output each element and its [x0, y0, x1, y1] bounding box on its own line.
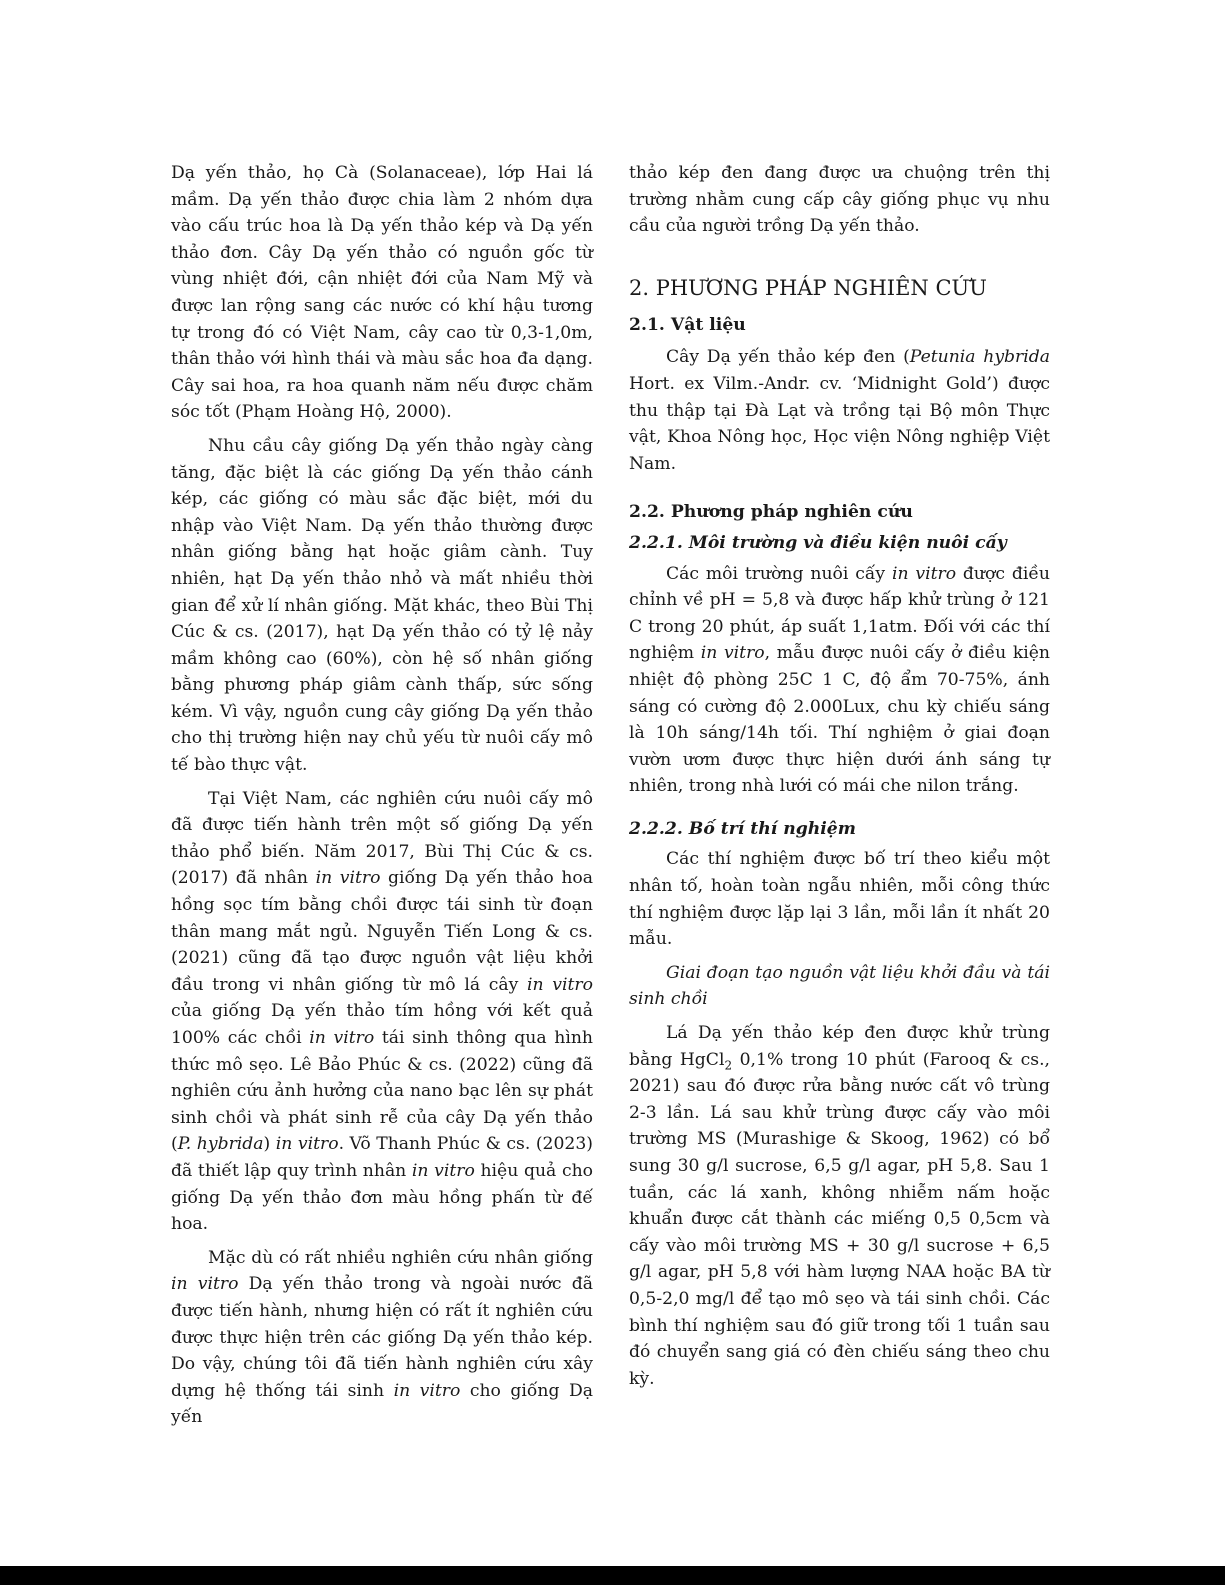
- italic-text: in vitro: [309, 1028, 375, 1048]
- text-run: Mặc dù có rất nhiều nghiên cứu nhân giống: [208, 1247, 593, 1268]
- text-run: Các môi trường nuôi cấy: [666, 563, 892, 584]
- intro-paragraph-3: [171, 786, 593, 1238]
- text-run: Dạ yến thảo, họ Cà (Solanaceae), lớp Hai lá mầm. Dạ yến thảo được chia làm 2 nhóm dựa vào cấu trúc hoa là Dạ yến thảo kép và Dạ yến thảo đơn. Cây Dạ yến thảo có nguồn gốc từ vùng nhiệt đới, cận nhiệt đới của Nam Mỹ và được lan rộng sang các nước có khí hậu tương tự trong đó có Việt Nam, cây cao từ 0,3-1,0m, thân thảo với hình thái và màu sắc hoa đa dạng. Cây sai hoa, ra hoa quanh năm nếu được chăm sóc tốt (Phạm Hoàng Hộ, 2000).: [171, 163, 593, 423]
- culture-conditions-paragraph: [629, 561, 1050, 800]
- italic-text: in vitro: [891, 563, 957, 584]
- intro-paragraph-4: [171, 1245, 593, 1431]
- section-heading-methods: 2. PHƯƠNG PHÁP NGHIÊN CỨU: [629, 275, 987, 300]
- subscript-text: 2: [724, 1058, 733, 1073]
- italic-text: in vitro: [393, 1380, 461, 1401]
- text-run: Lá Dạ yến thảo kép đen được khử trùng bằng HgCl: [629, 1023, 1050, 1070]
- italic-text: in vitro: [527, 974, 593, 995]
- italic-text: in vitro: [275, 1134, 339, 1155]
- stage-heading: Giai đoạn tạo nguồn vật liệu khởi đầu và tái sinh chồi: [629, 962, 1050, 1010]
- text-run: Cây Dạ yến thảo kép đen (: [666, 347, 910, 368]
- right-column: [629, 160, 1050, 1392]
- text-run: , mẫu được nuôi cấy ở điều kiện nhiệt độ phòng 25C 1 C, độ ẩm 70-75%, ánh sáng có cường độ 2.000Lux, chu kỳ chiếu sáng là 10h sáng/14h tối. Thí nghiệm ở giai đoạn vườn ươm được thực hiện dưới ánh sáng tự nhiên, trong nhà lưới có mái che nilon trắng.: [629, 643, 1050, 797]
- heading-research-methods: 2.2. Phương pháp nghiên cứu: [629, 502, 913, 523]
- text-run: . Võ Thanh Phúc & cs. (2023) đã thiết lập quy trình nhân: [171, 1134, 593, 1181]
- heading-experiment-design: 2.2.2. Bố trí thí nghiệm: [629, 818, 856, 839]
- text-run: tái sinh thông qua hình thức mô sẹo. Lê Bảo Phúc & cs. (2022) cũng đã nghiên cứu ảnh hưởng của nano bạc lên sự phát sinh chồi và phát sinh rễ của cây Dạ yến thảo (: [171, 1028, 593, 1155]
- text-run: giống Dạ yến thảo hoa hồng sọc tím bằng chồi được tái sinh từ đoạn thân mang mắt ngủ. Nguyễn Tiến Long & cs. (2021) cũng đã tạo được nguồn vật liệu khởi đầu trong vi nhân giống từ mô lá cây: [171, 868, 593, 995]
- heading-culture-conditions: 2.2.1. Môi trường và điều kiện nuôi cấy: [629, 532, 1007, 553]
- text-run: hiệu quả cho giống Dạ yến thảo đơn màu hồng phấn từ đế hoa.: [171, 1160, 593, 1235]
- text-run: Nhu cầu cây giống Dạ yến thảo ngày càng tăng, đặc biệt là các giống Dạ yến thảo cánh kép, các giống có màu sắc đặc biệt, mới du nhập vào Việt Nam. Dạ yến thảo thường được nhân giống bằng hạt hoặc giâm cành. Tuy nhiên, hạt Dạ yến thảo nhỏ và mất nhiều thời gian để xử lí nhân giống. Mặt khác, theo Bùi Thị Cúc & cs. (2017), hạt Dạ yến thảo có tỷ lệ nảy mầm không cao (60%), còn hệ số nhân giống bằng phương pháp giâm cành thấp, sức sống kém. Vì vậy, nguồn cung cây giống Dạ yến thảo cho thị trường hiện nay chủ yếu từ nuôi cấy mô tế bào thực vật.: [171, 435, 593, 776]
- page-bottom-bar: [0, 1566, 1225, 1585]
- text-run: Hort. ex Vilm.-Andr. cv. ‘Midnight Gold’) được thu thập tại Đà Lạt và trồng tại Bộ môn Thực vật, Khoa Nông học, Học viện Nông nghiệp Việt Nam.: [629, 373, 1050, 474]
- text-run: Tại Việt Nam, các nghiên cứu nuôi cấy mô đã được tiến hành trên một số giống Dạ yến thảo phổ biến. Năm 2017, Bùi Thị Cúc & cs. (2017) đã nhân: [171, 788, 593, 889]
- italic-text: in vitro: [411, 1160, 475, 1181]
- intro-continuation: thảo kép đen đang được ưa chuộng trên thị trường nhằm cung cấp cây giống phục vụ nhu cầu của người trồng Dạ yến thảo.: [629, 163, 1050, 237]
- heading-materials: 2.1. Vật liệu: [629, 314, 746, 335]
- experiment-design-paragraph: Các thí nghiệm được bố trí theo kiểu một nhân tố, hoàn toàn ngẫu nhiên, mỗi công thức thí nghiệm được lặp lại 3 lần, mỗi lần ít nhất 20 mẫu.: [629, 849, 1050, 950]
- italic-text: in vitro: [171, 1274, 239, 1295]
- stage-paragraph: [629, 1020, 1050, 1392]
- text-run: Dạ yến thảo trong và ngoài nước đã được tiến hành, nhưng hiện có rất ít nghiên cứu được thực hiện trên các giống Dạ yến thảo kép. Do vậy, chúng tôi đã tiến hành nghiên cứu xây dựng hệ thống tái sinh: [171, 1274, 593, 1401]
- left-column: [171, 160, 593, 1431]
- text-run: ): [263, 1134, 276, 1155]
- italic-text: P. hybrida: [177, 1134, 264, 1155]
- intro-paragraph-1: [171, 160, 593, 426]
- italic-text: Petunia hybrida: [909, 347, 1050, 368]
- italic-text: in vitro: [700, 643, 765, 664]
- text-run: của giống Dạ yến thảo tím hồng với kết quả 100% các chồi: [171, 1001, 593, 1048]
- text-run: được điều chỉnh về pH = 5,8 và được hấp khử trùng ở 121 C trong 20 phút, áp suất 1,1atm. Đối với các thí nghiệm: [629, 563, 1050, 664]
- italic-text: in vitro: [315, 868, 381, 889]
- materials-paragraph: [629, 344, 1050, 477]
- intro-paragraph-2: [171, 433, 593, 779]
- text-run: cho giống Dạ yến: [171, 1380, 593, 1428]
- text-run: 0,1% trong 10 phút (Farooq & cs., 2021) sau đó được rửa bằng nước cất vô trùng 2-3 lần. Lá sau khử trùng được cấy vào môi trường MS (Murashige & Skoog, 1962) có bổ sung 30 g/l sucrose, 6,5 g/l agar, pH 5,8. Sau 1 tuần, các lá xanh, không nhiễm nấm hoặc khuẩn được cắt thành các miếng 0,5 0,5cm và cấy vào môi trường MS + 30 g/l sucrose + 6,5 g/l agar, pH 5,8 với hàm lượng NAA hoặc BA từ 0,5-2,0 mg/l để tạo mô sẹo và tái sinh chồi. Các bình thí nghiệm sau đó giữ trong tối 1 tuần sau đó chuyển sang giá có đèn chiếu sáng theo chu kỳ.: [629, 1049, 1050, 1389]
